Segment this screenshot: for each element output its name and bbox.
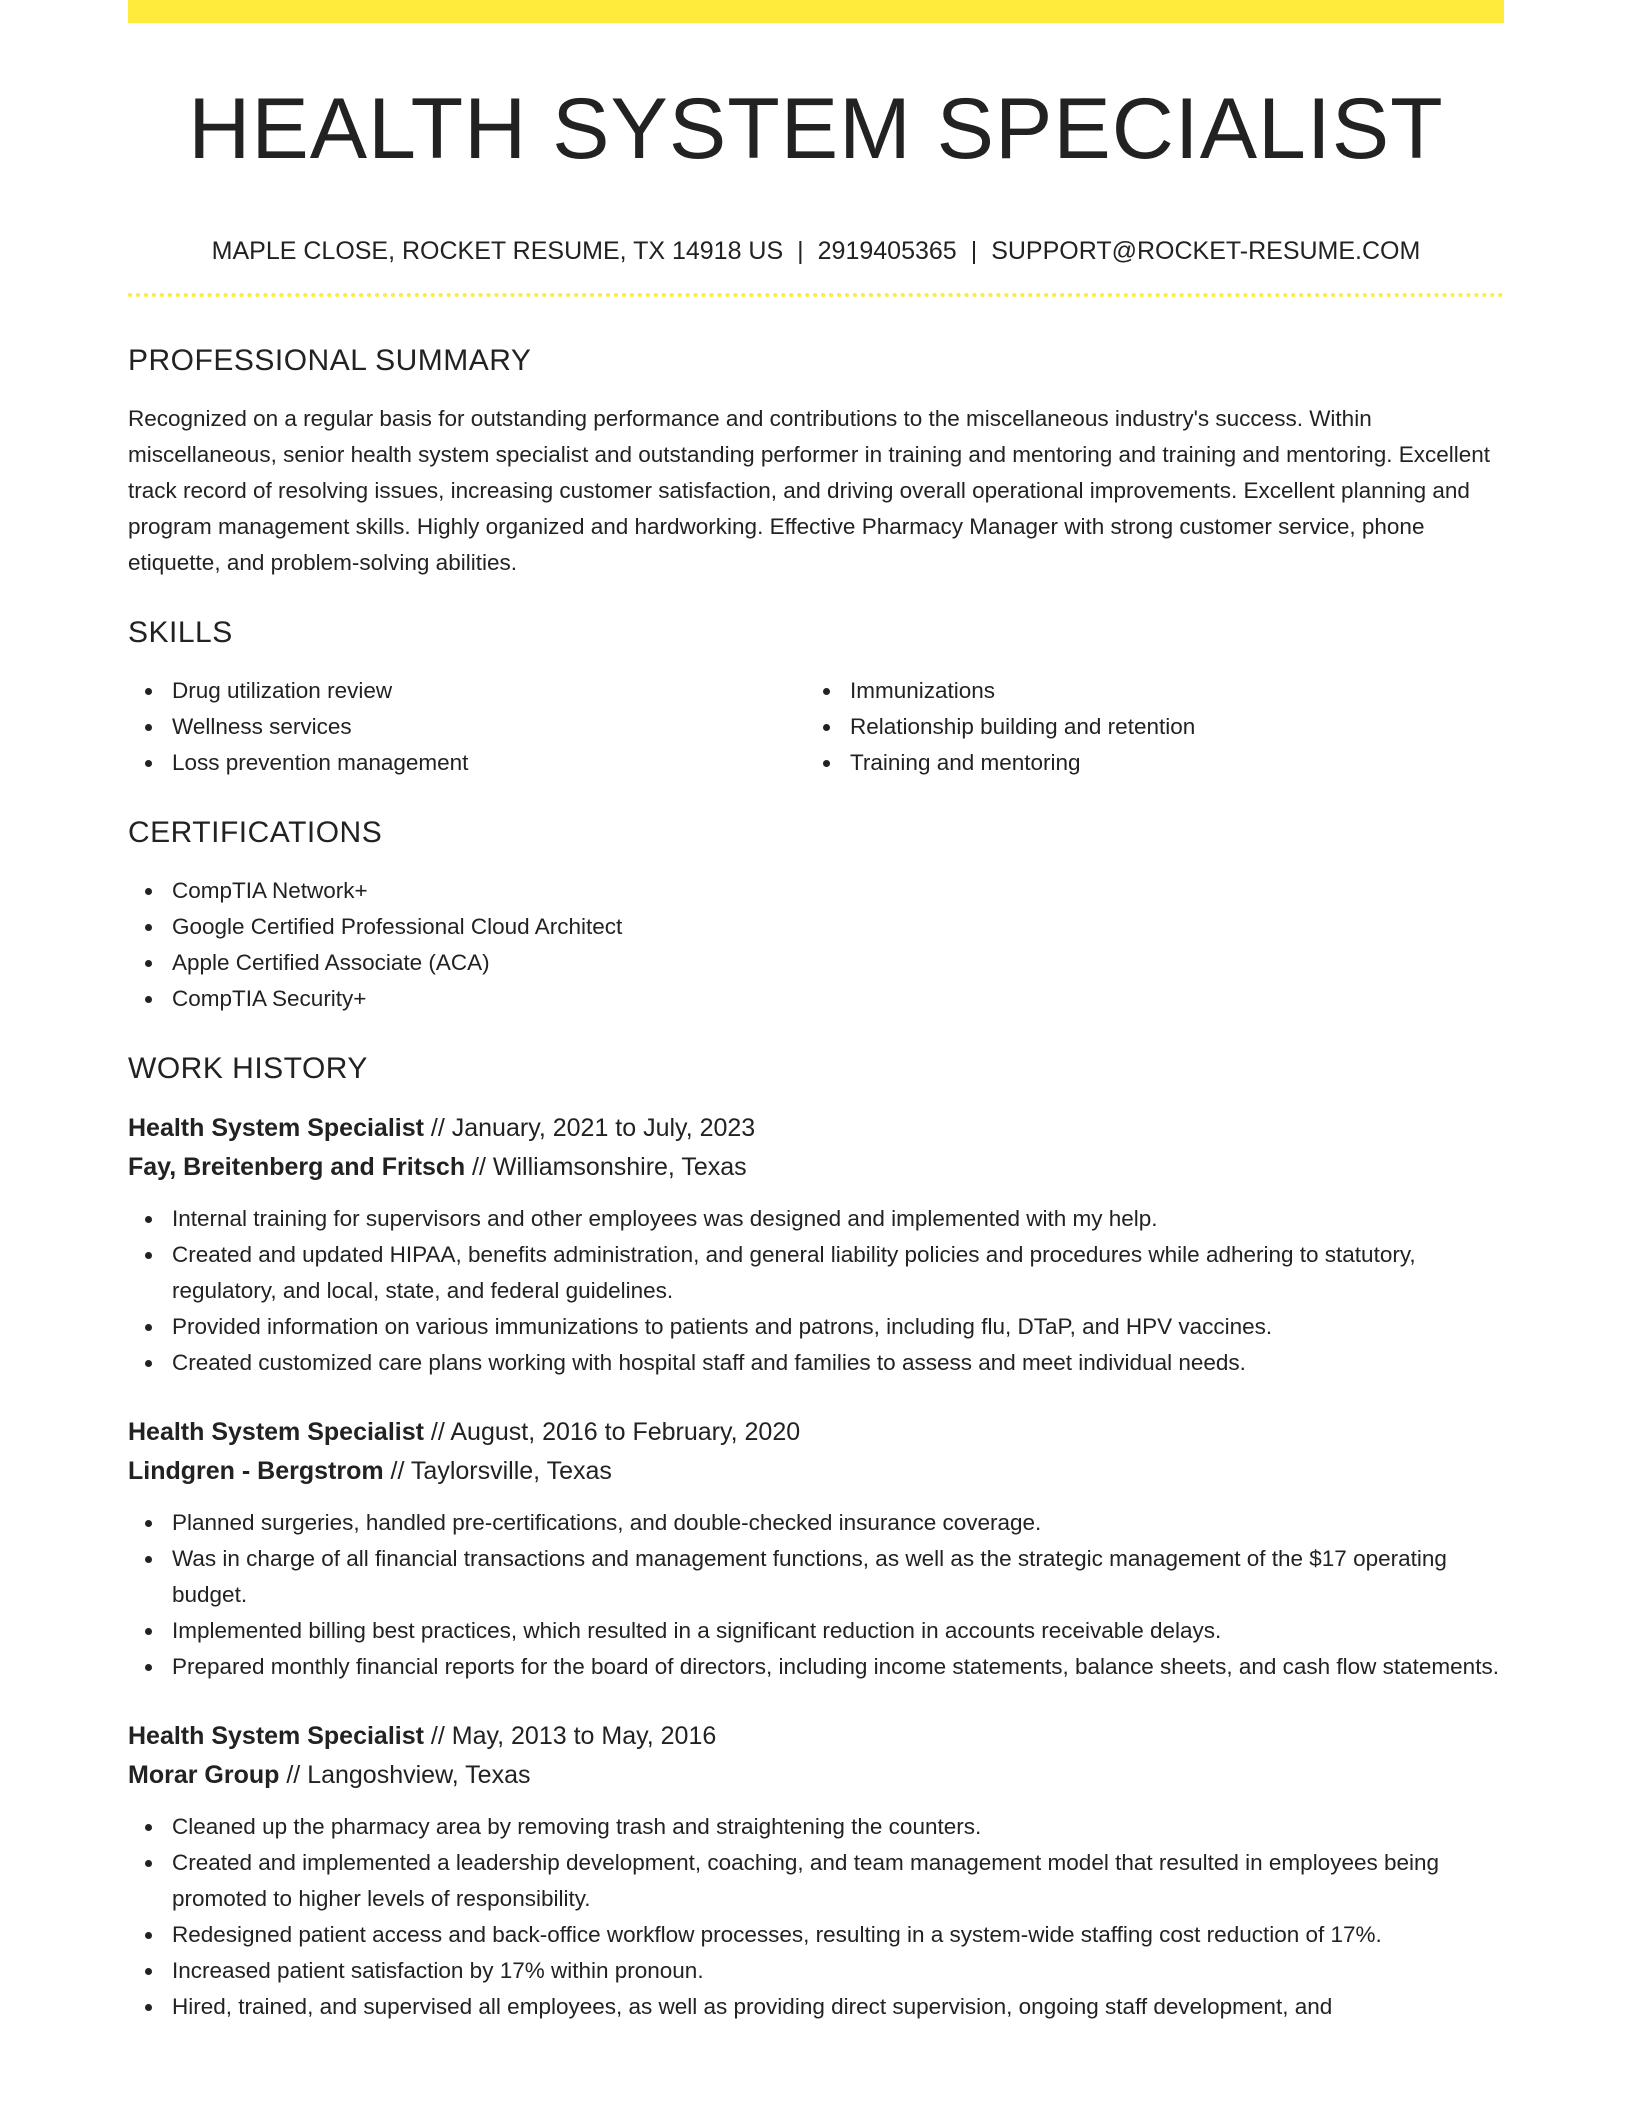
skill-item: Training and mentoring (850, 745, 1484, 781)
job-company: Lindgren - Bergstrom (128, 1457, 384, 1485)
skill-item: Drug utilization review (172, 673, 806, 709)
job-title-line (128, 1413, 1504, 1452)
contact-phone: 2919405365 (817, 237, 957, 265)
certification-item: Apple Certified Associate (ACA) (172, 945, 1504, 981)
job-bullet: Created and implemented a leadership development, coaching, and team management model that resulted in employees being promoted to higher levels of responsibility. (172, 1845, 1504, 1917)
job-bullet: Created and updated HIPAA, benefits administration, and general liability policies and procedures while adhering to statutory, regulatory, and local, state, and federal guidelines. (172, 1237, 1504, 1309)
job-bullet: Cleaned up the pharmacy area by removing trash and straightening the counters. (172, 1809, 1504, 1845)
job-company-line (128, 1756, 1504, 1795)
job-location: // Williamsonshire, Texas (465, 1153, 747, 1181)
skills-list (128, 673, 1504, 781)
contact-line (128, 235, 1504, 267)
job-role: Health System Specialist (128, 1418, 424, 1446)
skill-item: Wellness services (172, 709, 806, 745)
resume-name: HEALTH SYSTEM SPECIALIST (188, 81, 1444, 177)
job-company-line (128, 1452, 1504, 1491)
resume-page (128, 0, 1504, 2025)
job-bullet: Was in charge of all financial transactions and management functions, as well as the strategic management of the $17 operating budget. (172, 1541, 1504, 1613)
accent-bar (128, 0, 1504, 23)
job-bullets (128, 1505, 1504, 1685)
job-role: Health System Specialist (128, 1722, 424, 1750)
job-role: Health System Specialist (128, 1114, 424, 1142)
job-entry (128, 1109, 1504, 1381)
certification-item: CompTIA Security+ (172, 981, 1504, 1017)
job-bullet: Internal training for supervisors and other employees was designed and implemented with my help. (172, 1201, 1504, 1237)
job-location: // Taylorsville, Texas (383, 1457, 612, 1485)
job-company: Fay, Breitenberg and Fritsch (128, 1153, 466, 1181)
job-bullet: Hired, trained, and supervised all employees, as well as providing direct supervision, ongoing staff development, and (172, 1989, 1504, 2025)
contact-separator: | (797, 237, 804, 265)
skill-item: Relationship building and retention (850, 709, 1484, 745)
certification-item: CompTIA Network+ (172, 873, 1504, 909)
job-entry (128, 1717, 1504, 2025)
skill-item: Loss prevention management (172, 745, 806, 781)
contact-email: SUPPORT@ROCKET-RESUME.COM (991, 237, 1421, 265)
job-dates: // January, 2021 to July, 2023 (423, 1114, 756, 1142)
contact-address: MAPLE CLOSE, ROCKET RESUME, TX 14918 US (211, 237, 784, 265)
job-dates: // August, 2016 to February, 2020 (423, 1418, 801, 1446)
job-company-line (128, 1148, 1504, 1187)
job-title-line (128, 1109, 1504, 1148)
job-bullets (128, 1809, 1504, 2025)
contact-separator: | (970, 237, 978, 265)
job-entry (128, 1413, 1504, 1685)
skills-column-right (806, 673, 1484, 781)
skills-column-left (128, 673, 806, 781)
job-bullet: Prepared monthly financial reports for the board of directors, including income statements, balance sheets, and cash flow statements. (172, 1649, 1504, 1685)
job-bullet: Provided information on various immunizations to patients and patrons, including flu, DTaP, and HPV vaccines. (172, 1309, 1504, 1345)
summary-text: Recognized on a regular basis for outstanding performance and contributions to the miscellaneous industry's success. Within miscellaneous, senior health system specialist and outstanding performer in training and mentoring and training and mentoring. Excellent track record of resolving issues, increasing customer satisfaction, and driving overall operational improvements. Excellent planning and program management skills. Highly organized and hardworking. Effective Pharmacy Manager with strong customer service, phone etiquette, and problem-solving abilities. (128, 406, 1491, 575)
job-title-line (128, 1717, 1504, 1756)
work-history-heading: WORK HISTORY (128, 1052, 368, 1085)
job-bullet: Redesigned patient access and back-office workflow processes, resulting in a system-wide staffing cost reduction of 17%. (172, 1917, 1504, 1953)
job-bullet: Increased patient satisfaction by 17% within pronoun. (172, 1953, 1504, 1989)
job-dates: // May, 2013 to May, 2016 (423, 1722, 717, 1750)
certifications-heading: CERTIFICATIONS (128, 816, 383, 849)
skill-item: Immunizations (850, 673, 1484, 709)
header-divider (128, 293, 1504, 297)
certification-item: Google Certified Professional Cloud Architect (172, 909, 1504, 945)
job-location: // Langoshview, Texas (279, 1761, 531, 1789)
job-company: Morar Group (128, 1761, 280, 1789)
job-bullets (128, 1201, 1504, 1381)
skills-heading: SKILLS (128, 616, 233, 649)
job-bullet: Planned surgeries, handled pre-certifications, and double-checked insurance coverage. (172, 1505, 1504, 1541)
certifications-list (128, 873, 1504, 1017)
job-bullet: Created customized care plans working with hospital staff and families to assess and meet individual needs. (172, 1345, 1504, 1381)
job-bullet: Implemented billing best practices, which resulted in a significant reduction in accounts receivable delays. (172, 1613, 1504, 1649)
summary-heading: PROFESSIONAL SUMMARY (128, 344, 532, 377)
